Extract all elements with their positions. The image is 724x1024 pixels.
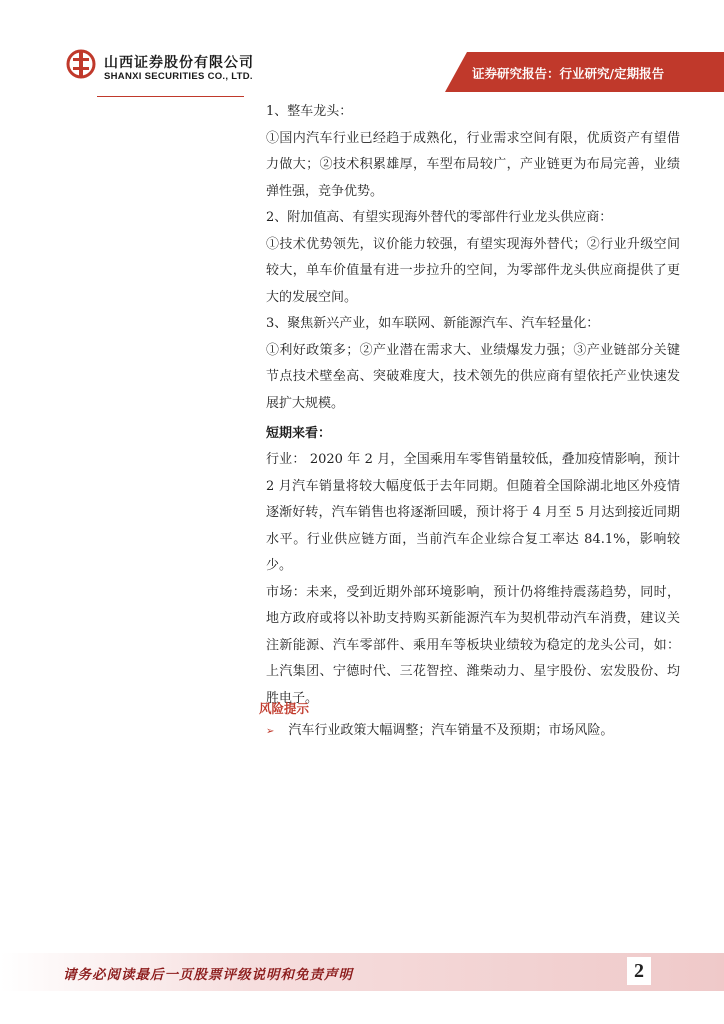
industry-paragraph: 行业： 2020 年 2 月，全国乘用车零售销量较低，叠加疫情影响，预计 2 月汽车销量将较大幅度低于去年同期。但随着全国除湖北地区外疫情逐渐好转，汽车销售也将逐渐回暖，预计将于 4 月至 5 月达到接近同期水平。行业供应链方面，当前汽车企业综合复工率达 84.1%，影响较少。 xyxy=(266,452,680,573)
risk-list-item xyxy=(266,720,613,743)
risk-heading: 风险提示 xyxy=(259,701,310,716)
company-name-cn: 山西证券股份有限公司 xyxy=(104,55,254,71)
item3-title: 3、聚焦新兴产业，如车联网、新能源汽车、汽车轻量化： xyxy=(266,316,600,331)
company-name-en: SHANXI SECURITIES CO., LTD. xyxy=(104,71,253,82)
item2-text: ①技术优势领先，议价能力较强，有望实现海外替代；②行业升级空间较大，单车价值量有进一步拉升的空间，为零部件龙头供应商提供了更大的发展空间。 xyxy=(266,236,680,305)
header-divider xyxy=(97,96,244,97)
item2-title: 2、附加值高、有望实现海外替代的零部件行业龙头供应商： xyxy=(266,210,613,225)
footer-disclaimer: 请务必阅读最后一页股票评级说明和免责声明 xyxy=(63,967,353,983)
report-body xyxy=(266,99,680,712)
page-number: 2 xyxy=(627,957,651,985)
company-logo-icon xyxy=(66,49,96,79)
risk-text: 汽车行业政策大幅调整；汽车销量不及预期；市场风险。 xyxy=(288,723,614,738)
market-paragraph: 市场：未来，受到近期外部环境影响，预计仍将维持震荡趋势，同时，地方政府或将以补助支持购买新能源汽车为契机带动汽车消费，建议关注新能源、汽车零部件、乘用车等板块业绩较为稳定的龙头公司，如：上汽集团、宁德时代、三花智控、潍柴动力、星宇股份、宏发股份、均胜电子。 xyxy=(266,584,680,706)
short-term-heading: 短期来看： xyxy=(266,426,332,441)
item1-text: ①国内汽车行业已经趋于成熟化，行业需求空间有限，优质资产有望借力做大；②技术积累雄厚，车型布局较广，产业链更为布局完善，业绩弹性强，竞争优势。 xyxy=(266,130,680,199)
item1-title: 1、整车龙头： xyxy=(266,104,353,119)
bullet-arrow-icon: ➢ xyxy=(266,726,275,737)
item3-text: ①利好政策多；②产业潜在需求大、业绩爆发力强；③产业链部分关键节点技术壁垒高、突破难度大，技术领先的供应商有望依托产业快速发展扩大规模。 xyxy=(266,342,680,411)
report-type-title: 证券研究报告：行业研究/定期报告 xyxy=(472,66,665,81)
